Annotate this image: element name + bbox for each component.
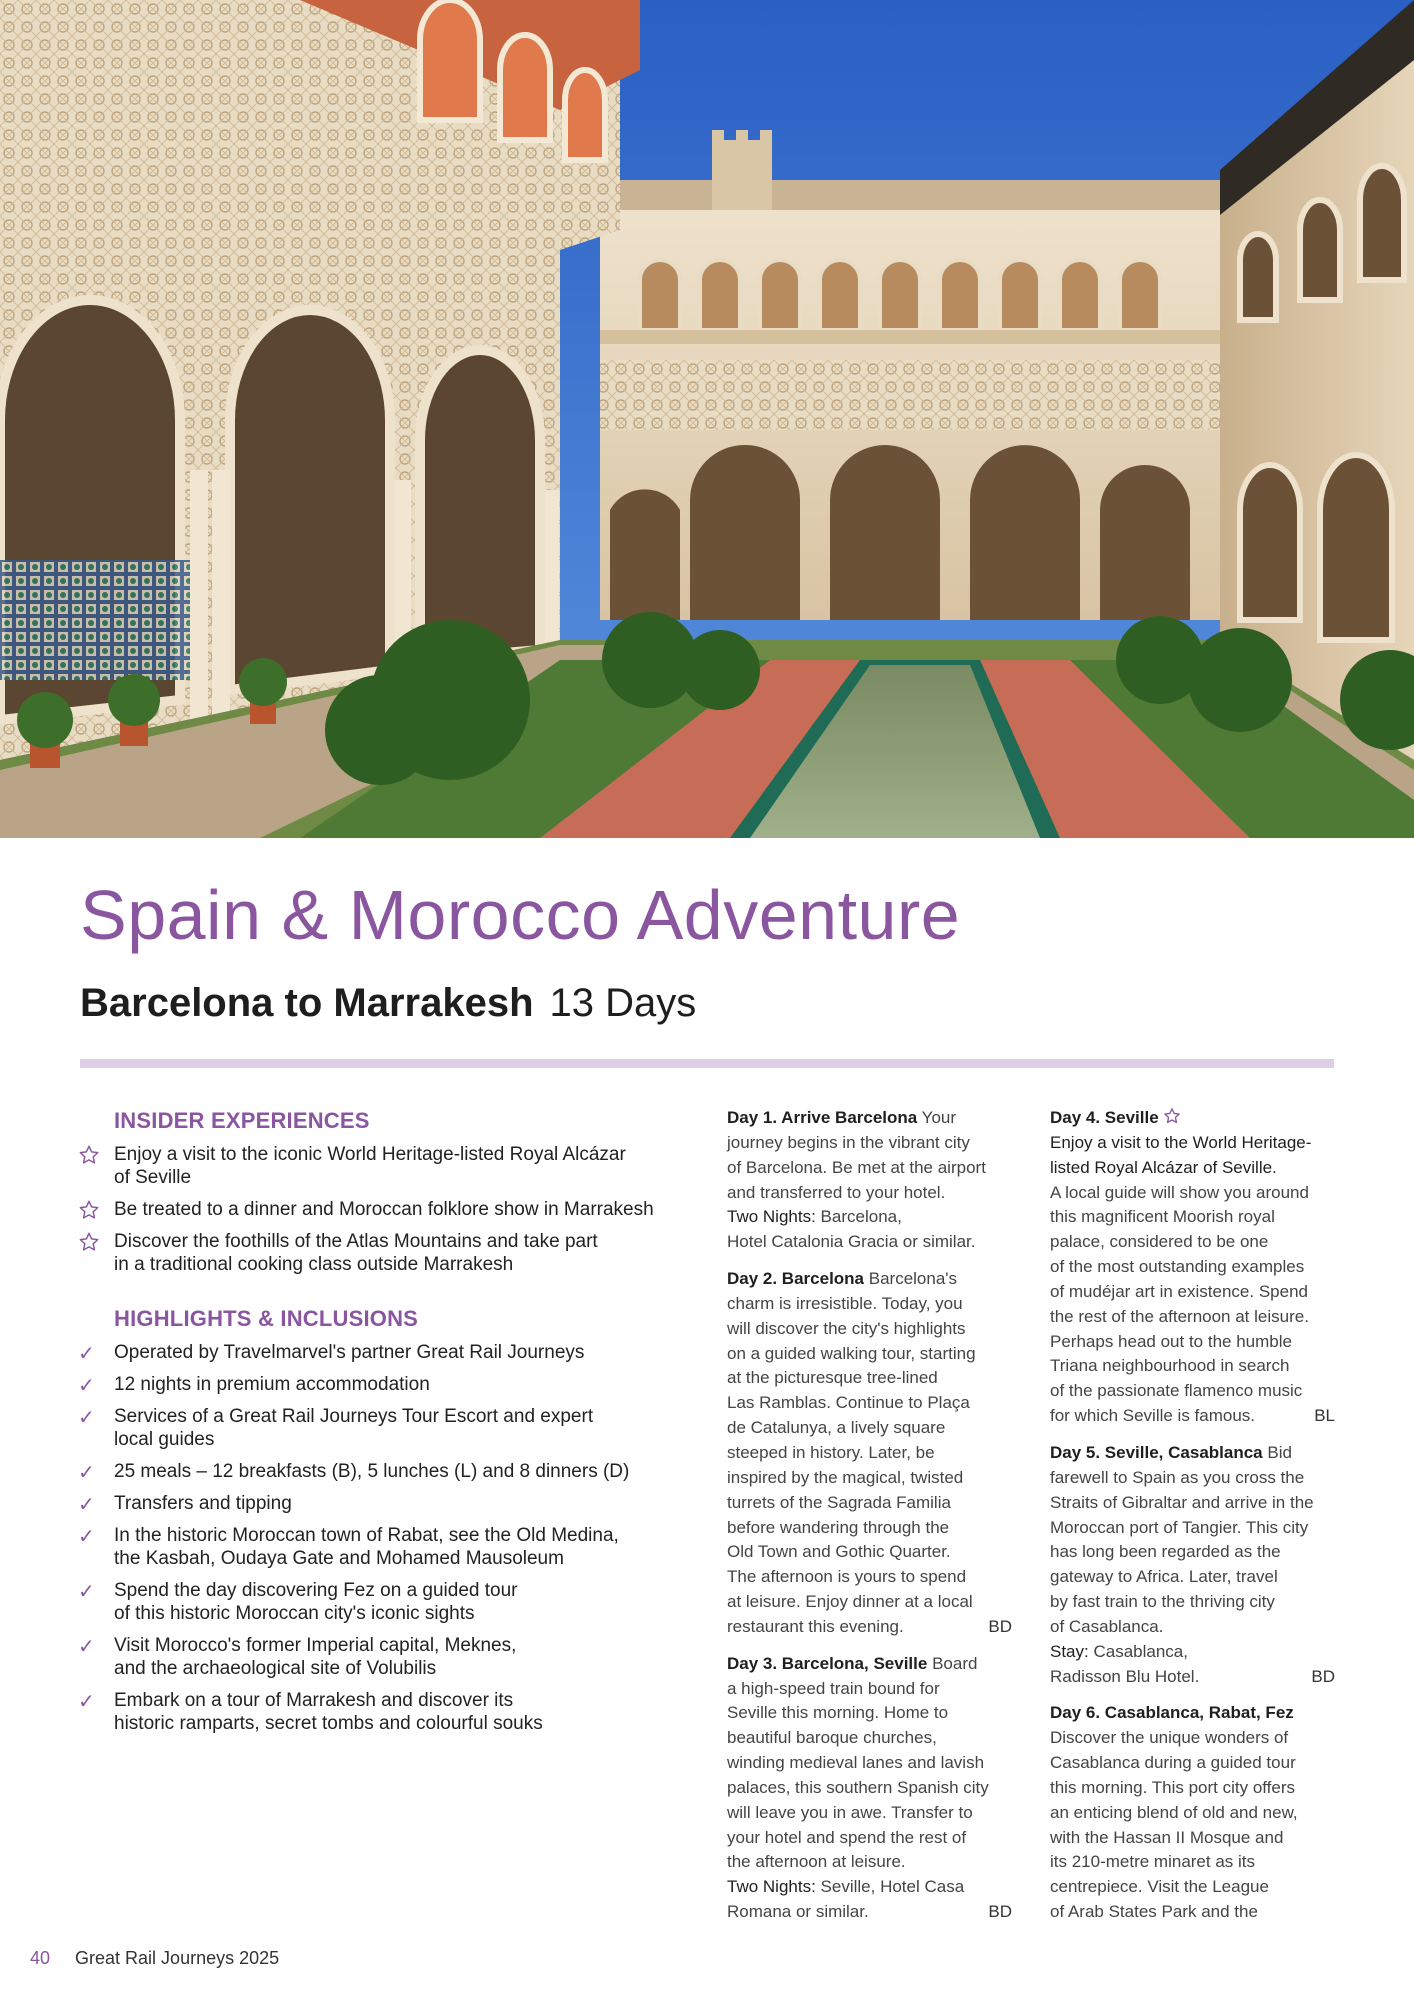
day-text: palaces, this southern Spanish city xyxy=(727,1777,989,1797)
day-title: Day 3. Barcelona, Seville xyxy=(727,1653,928,1673)
highlight-item xyxy=(78,1579,708,1625)
day-text: of the most outstanding examples xyxy=(1050,1257,1305,1277)
highlight-item-text: Embark on a tour of Marrakesh and discover its historic ramparts, secret tombs and colourful souks xyxy=(114,1690,543,1734)
star-icon xyxy=(78,1198,114,1221)
day-text: its 210-metre minaret as its xyxy=(1050,1852,1256,1872)
itinerary-day-1 xyxy=(727,1106,1012,1255)
meal-code: BD xyxy=(1311,1666,1335,1686)
page-title: Spain & Morocco Adventure xyxy=(80,876,961,954)
highlight-item xyxy=(78,1689,708,1735)
day-text: winding medieval lanes and lavish xyxy=(727,1753,985,1773)
itinerary-day-4 xyxy=(1050,1106,1335,1429)
itinerary-column-2 xyxy=(1050,1106,1335,1937)
experiences-column xyxy=(78,1108,708,1744)
day-title: Day 2. Barcelona xyxy=(727,1269,865,1289)
insider-item xyxy=(78,1143,708,1189)
insider-heading: INSIDER EXPERIENCES xyxy=(114,1108,370,1133)
itinerary-day-6 xyxy=(1050,1701,1335,1925)
day-text: will discover the city's highlights xyxy=(727,1318,966,1338)
day-text: farewell to Spain as you cross the xyxy=(1050,1467,1305,1487)
day-text: Casablanca during a guided tour xyxy=(1050,1753,1296,1773)
meal-code: BL xyxy=(1314,1406,1335,1426)
meal-code: BD xyxy=(988,1616,1012,1636)
highlight-item xyxy=(78,1373,708,1396)
day-text: your hotel and spend the rest of xyxy=(727,1827,967,1847)
stay-text: Hotel Catalonia Gracia or similar. xyxy=(727,1232,976,1252)
page-number: 40 xyxy=(30,1948,51,1968)
day-text: for which Seville is famous. xyxy=(1050,1406,1256,1426)
day-text: gateway to Africa. Later, travel xyxy=(1050,1567,1278,1587)
itinerary-day-5 xyxy=(1050,1441,1335,1689)
day-text: the afternoon at leisure. xyxy=(727,1852,906,1872)
day-text: inspired by the magical, twisted xyxy=(727,1467,964,1487)
stay-label: Two Nights: xyxy=(727,1207,816,1227)
highlight-item xyxy=(78,1492,708,1515)
day-text: of mudéjar art in existence. Spend xyxy=(1050,1281,1308,1301)
highlights-heading: HIGHLIGHTS & INCLUSIONS xyxy=(114,1306,419,1331)
check-icon: ✓ xyxy=(78,1341,95,1365)
day-text: Discover the unique wonders of xyxy=(1050,1728,1289,1748)
insider-item xyxy=(78,1198,708,1221)
day-text: The afternoon is yours to spend xyxy=(727,1567,967,1587)
day-text: has long been regarded as the xyxy=(1050,1542,1281,1562)
insider-item xyxy=(78,1230,708,1276)
highlight-item xyxy=(78,1405,708,1451)
day-text: Bid xyxy=(1267,1442,1292,1462)
highlight-item-text: 25 meals – 12 breakfasts (B), 5 lunches (L) and 8 dinners (D) xyxy=(114,1461,630,1482)
day-text: and transferred to your hotel. xyxy=(727,1182,946,1202)
meal-code: BD xyxy=(988,1902,1012,1922)
check-icon: ✓ xyxy=(78,1460,95,1484)
itinerary-day-3 xyxy=(727,1652,1012,1925)
highlight-item-text: Operated by Travelmarvel's partner Great Rail Journeys xyxy=(114,1342,585,1363)
day-title: Day 1. Arrive Barcelona xyxy=(727,1108,918,1127)
day-highlight-text: listed Royal Alcázar of Seville. xyxy=(1050,1157,1277,1177)
star-icon xyxy=(78,1230,114,1253)
day-text: palace, considered to be one xyxy=(1050,1232,1269,1252)
highlight-item xyxy=(78,1634,708,1680)
stay-label: Two Nights: xyxy=(727,1877,816,1897)
day-text: Perhaps head out to the humble xyxy=(1050,1331,1292,1351)
day-title: Day 4. Seville xyxy=(1050,1108,1159,1127)
day-text: Las Ramblas. Continue to Plaça xyxy=(727,1393,970,1413)
day-text: journey begins in the vibrant city xyxy=(727,1132,970,1152)
day-text: this magnificent Moorish royal xyxy=(1050,1207,1275,1227)
day-text: at leisure. Enjoy dinner at a local xyxy=(727,1592,973,1612)
day-text: centrepiece. Visit the League xyxy=(1050,1877,1269,1897)
stay-text: Radisson Blu Hotel. xyxy=(1050,1666,1200,1686)
highlight-item xyxy=(78,1460,708,1483)
day-text: de Catalunya, a lively square xyxy=(727,1418,946,1438)
day-text: Moroccan port of Tangier. This city xyxy=(1050,1517,1309,1537)
highlight-item xyxy=(78,1341,708,1364)
day-text: Board xyxy=(932,1653,978,1673)
tour-duration: 13 Days xyxy=(549,981,697,1025)
day-text: the rest of the afternoon at leisure. xyxy=(1050,1306,1309,1326)
day-text: beautiful baroque churches, xyxy=(727,1728,937,1748)
highlight-item-text: Visit Morocco's former Imperial capital, Meknes, and the archaeological site of Volubilis xyxy=(114,1635,517,1679)
check-icon: ✓ xyxy=(78,1579,95,1603)
day-text: steeped in history. Later, be xyxy=(727,1442,935,1462)
highlight-item-text: 12 nights in premium accommodation xyxy=(114,1374,430,1395)
page-footer xyxy=(30,1948,279,1969)
day-text: A local guide will show you around xyxy=(1050,1182,1309,1202)
day-text: before wandering through the xyxy=(727,1517,950,1537)
day-text: Seville this morning. Home to xyxy=(727,1703,949,1723)
day-text: will leave you in awe. Transfer to xyxy=(727,1802,973,1822)
day-text: charm is irresistible. Today, you xyxy=(727,1293,963,1313)
day-text: Your xyxy=(921,1108,957,1127)
highlight-item-text: Spend the day discovering Fez on a guided tour of this historic Moroccan city's iconic sights xyxy=(114,1580,518,1624)
insider-item-text: Be treated to a dinner and Moroccan folklore show in Marrakesh xyxy=(114,1199,654,1220)
day-text: with the Hassan II Mosque and xyxy=(1050,1827,1284,1847)
stay-text: Seville, Hotel Casa xyxy=(820,1877,965,1897)
day-text: this morning. This port city offers xyxy=(1050,1777,1296,1797)
check-icon: ✓ xyxy=(78,1492,95,1516)
day-text: turrets of the Sagrada Familia xyxy=(727,1492,951,1512)
day-text: at the picturesque tree-lined xyxy=(727,1368,938,1388)
check-icon: ✓ xyxy=(78,1373,95,1397)
insider-item-text: Enjoy a visit to the iconic World Heritage-listed Royal Alcázar of Seville xyxy=(114,1144,626,1188)
day-text: Triana neighbourhood in search xyxy=(1050,1356,1290,1376)
day-title: Day 5. Seville, Casablanca xyxy=(1050,1442,1263,1462)
divider xyxy=(80,1059,1334,1068)
itinerary-day-2 xyxy=(727,1267,1012,1640)
stay-text: Romana or similar. xyxy=(727,1902,869,1922)
itinerary-column-1 xyxy=(727,1106,1012,1937)
day-text: of Casablanca. xyxy=(1050,1616,1164,1636)
star-icon xyxy=(78,1143,114,1166)
stay-label: Stay: xyxy=(1050,1641,1089,1661)
day-text: Straits of Gibraltar and arrive in the xyxy=(1050,1492,1314,1512)
stay-text: Barcelona, xyxy=(820,1207,902,1227)
stay-text: Casablanca, xyxy=(1093,1641,1188,1661)
check-icon: ✓ xyxy=(78,1689,95,1713)
day-text: of the passionate flamenco music xyxy=(1050,1381,1303,1401)
publication-name: Great Rail Journeys 2025 xyxy=(75,1948,280,1968)
day-text: Barcelona's xyxy=(868,1269,958,1289)
star-icon xyxy=(1163,1107,1181,1125)
day-text: on a guided walking tour, starting xyxy=(727,1343,976,1363)
hero-photo-alcazar-courtyard xyxy=(0,0,1414,838)
check-icon: ✓ xyxy=(78,1405,95,1429)
insider-item-text: Discover the foothills of the Atlas Mountains and take part in a traditional cooking class outside Marrakesh xyxy=(114,1231,598,1275)
day-highlight-text: Enjoy a visit to the World Heritage- xyxy=(1050,1132,1312,1152)
route-name: Barcelona to Marrakesh xyxy=(80,981,534,1025)
highlight-item-text: Services of a Great Rail Journeys Tour Escort and expert local guides xyxy=(114,1406,594,1450)
day-text: Old Town and Gothic Quarter. xyxy=(727,1542,951,1562)
day-title: Day 6. Casablanca, Rabat, Fez xyxy=(1050,1703,1294,1723)
highlight-item-text: In the historic Moroccan town of Rabat, see the Old Medina, the Kasbah, Oudaya Gate and Mohamed Mausoleum xyxy=(114,1525,619,1569)
day-text: an enticing blend of old and new, xyxy=(1050,1802,1298,1822)
day-text: of Arab States Park and the xyxy=(1050,1902,1258,1922)
day-text: by fast train to the thriving city xyxy=(1050,1592,1275,1612)
check-icon: ✓ xyxy=(78,1634,95,1658)
route-subtitle xyxy=(80,983,696,1023)
check-icon: ✓ xyxy=(78,1524,95,1548)
day-text: a high-speed train bound for xyxy=(727,1678,940,1698)
highlight-item-text: Transfers and tipping xyxy=(114,1493,292,1514)
day-text: restaurant this evening. xyxy=(727,1616,904,1636)
highlight-item xyxy=(78,1524,708,1570)
day-text: of Barcelona. Be met at the airport xyxy=(727,1157,986,1177)
